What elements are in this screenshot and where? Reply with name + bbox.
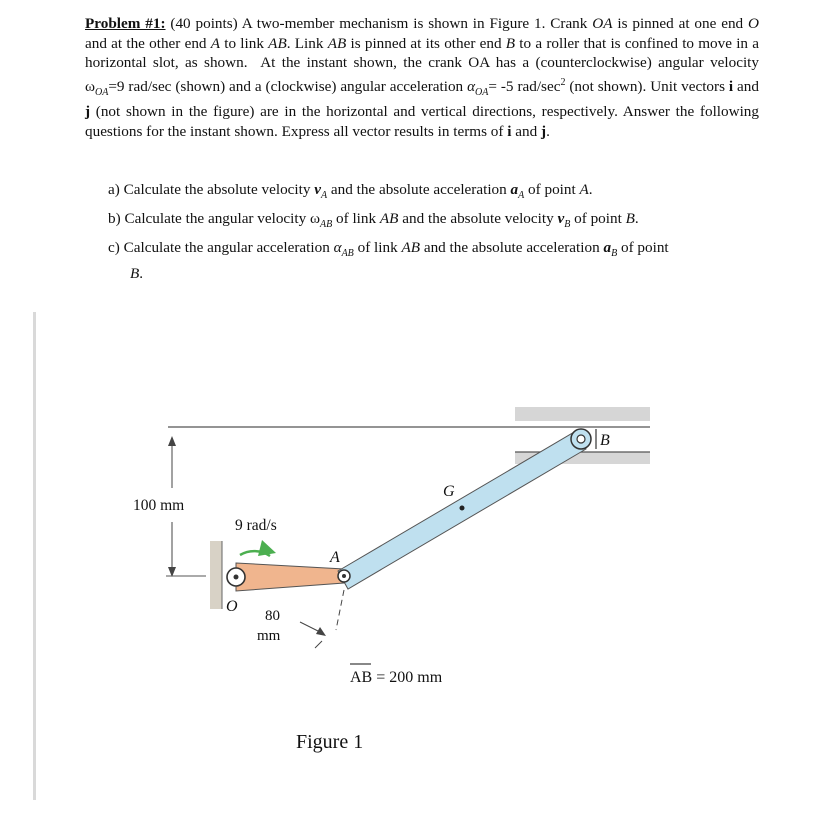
point-g-label: G [443, 483, 455, 500]
ground-wall [210, 541, 222, 609]
problem-statement: Problem #1: (40 points) A two-member mechanism is shown in Figure 1. Crank OA is pinned at one end O and at the other end A to link AB. Link AB is pinned at its other end B to a roller that is confined to move in a horizontal slot, as shown. At the instant shown, the crank OA has a (counterclockwise) angular velocity $\omega_{OA}=9$ rad/sec (shown) and a (clockwise) angular acceleration $\alpha_{OA}= -5$ rad/$\sec^2$ (not shown). Unit vectors i and j (not shown in the figure) are in the horizontal and vertical directions, respectively. Answer the following questions for the instant shown. Express all vector results in terms of i and j. [85, 15, 759, 141]
figure-caption: Figure 1 [296, 731, 364, 753]
crank-dim-arrow [316, 627, 326, 636]
height-dimension-label: 100 mm [133, 497, 185, 514]
question-b: b) Calculate the angular velocity $\omega_{AB}$ of link AB and the absolute velocity $v_B$ of point B. [108, 210, 639, 231]
slot-top-wall [515, 407, 650, 421]
point-g-dot [460, 506, 465, 511]
dimension-arrow-up [168, 436, 176, 446]
omega-arrow-icon [258, 540, 276, 556]
problem-heading: Problem #1: [85, 15, 166, 32]
problem-points: (40 points) [170, 15, 238, 32]
point-a-label: A [330, 549, 340, 566]
point-b-label: B [600, 432, 610, 449]
pin-b [577, 435, 585, 443]
crank-length-unit: mm [257, 628, 281, 644]
question-c: c) Calculate the angular acceleration $\alpha_{AB}$ of link AB and the absolute acceleration $a_B$ of point B. [108, 239, 669, 282]
omega-label: 9 rad/s [235, 517, 277, 534]
question-a: a) Calculate the absolute velocity $v_A$ and the absolute acceleration $a_A$ of point A. [108, 181, 593, 202]
crank-oa [236, 563, 344, 591]
dashed-reference [336, 590, 344, 630]
point-o-label: O [226, 598, 238, 615]
crank-length-value: 80 [265, 608, 280, 624]
link-length-label: AB = 200 mm [350, 669, 443, 686]
